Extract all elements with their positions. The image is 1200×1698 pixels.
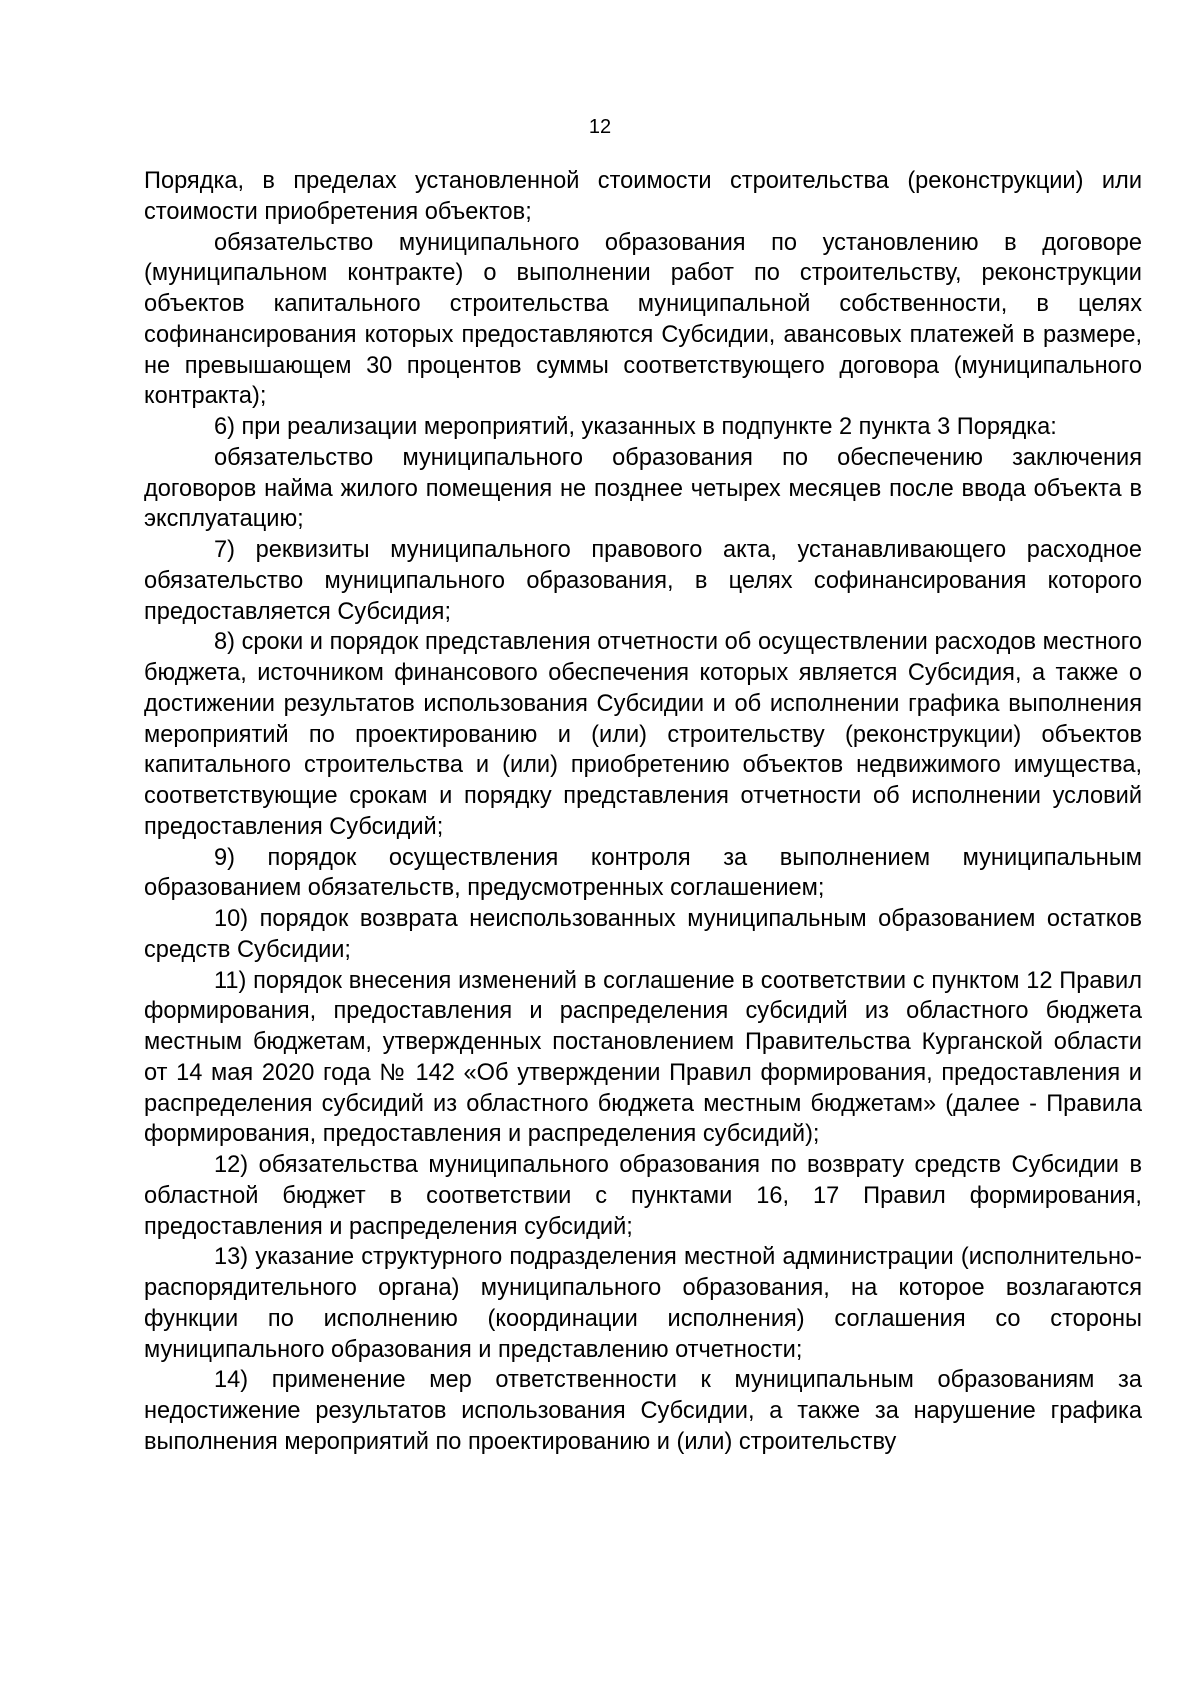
document-body bbox=[144, 166, 1142, 1458]
page-number: 12 bbox=[588, 116, 612, 138]
paragraph-item-10: 10) порядок возврата неиспользованных муниципальным образованием остатков средств Субсидии; bbox=[144, 906, 1142, 963]
paragraph-item-6: 6) при реализации мероприятий, указанных в подпункте 2 пункта 3 Порядка: bbox=[214, 414, 1057, 440]
paragraph-advance-payment-obligation: обязательство муниципального образования по установлению в договоре (муниципальном контракте) о выполнении работ по строительству, реконструкции объектов капитального строительства муниципальной собственности, в целях софинансирования которых предоставляются Субсидии, авансовых платежей в размере, не превышающем 30 процентов суммы соответствующего договора (муниципального контракта); bbox=[144, 229, 1142, 410]
paragraph-continuation: Порядка, в пределах установленной стоимости строительства (реконструкции) или стоимости приобретения объектов; bbox=[144, 168, 1142, 225]
paragraph-item-8: 8) сроки и порядок представления отчетности об осуществлении расходов местного бюджета, источником финансового обеспечения которых является Субсидия, а также о достижении результатов использования Субсидии и об исполнении графика выполнения мероприятий по проектированию и (или) строительству (реконструкции) объектов капитального строительства и (или) приобретению объектов недвижимого имущества, соответствующие срокам и порядку представления отчетности об исполнении условий предоставления Субсидий; bbox=[144, 629, 1142, 840]
paragraph-item-11: 11) порядок внесения изменений в соглашение в соответствии с пунктом 12 Правил формирования, предоставления и распределения субсидий из областного бюджета местным бюджетам, утвержденных постановлением Правительства Курганской области от 14 мая 2020 года № 142 «Об утверждении Правил формирования, предоставления и распределения субсидий из областного бюджета местным бюджетам» (далее - Правила формирования, предоставления и распределения субсидий); bbox=[144, 967, 1142, 1148]
paragraph-item-12: 12) обязательства муниципального образования по возврату средств Субсидии в областной бюджет в соответствии с пунктами 16, 17 Правил формирования, предоставления и распределения субсидий; bbox=[144, 1152, 1142, 1240]
paragraph-item-9: 9) порядок осуществления контроля за выполнением муниципальным образованием обязательств, предусмотренных соглашением; bbox=[144, 844, 1142, 902]
paragraph-lease-obligation: обязательство муниципального образования по обеспечению заключения договоров найма жилого помещения не позднее четырех месяцев после ввода объекта в эксплуатацию; bbox=[144, 444, 1142, 533]
paragraph-item-13: 13) указание структурного подразделения местной администрации (исполнительно-распорядительного органа) муниципального образования, на которое возлагаются функции по исполнению (координации исполнения) соглашения со стороны муниципального образования и представлению отчетности; bbox=[144, 1244, 1142, 1363]
paragraph-item-14: 14) применение мер ответственности к муниципальным образованиям за недостижение результатов использования Субсидии, а также за нарушение графика выполнения мероприятий по проектированию и (или) строительству bbox=[144, 1367, 1142, 1455]
paragraph-item-7: 7) реквизиты муниципального правового акта, устанавливающего расходное обязательство муниципального образования, в целях софинансирования которого предоставляется Субсидия; bbox=[144, 537, 1142, 625]
